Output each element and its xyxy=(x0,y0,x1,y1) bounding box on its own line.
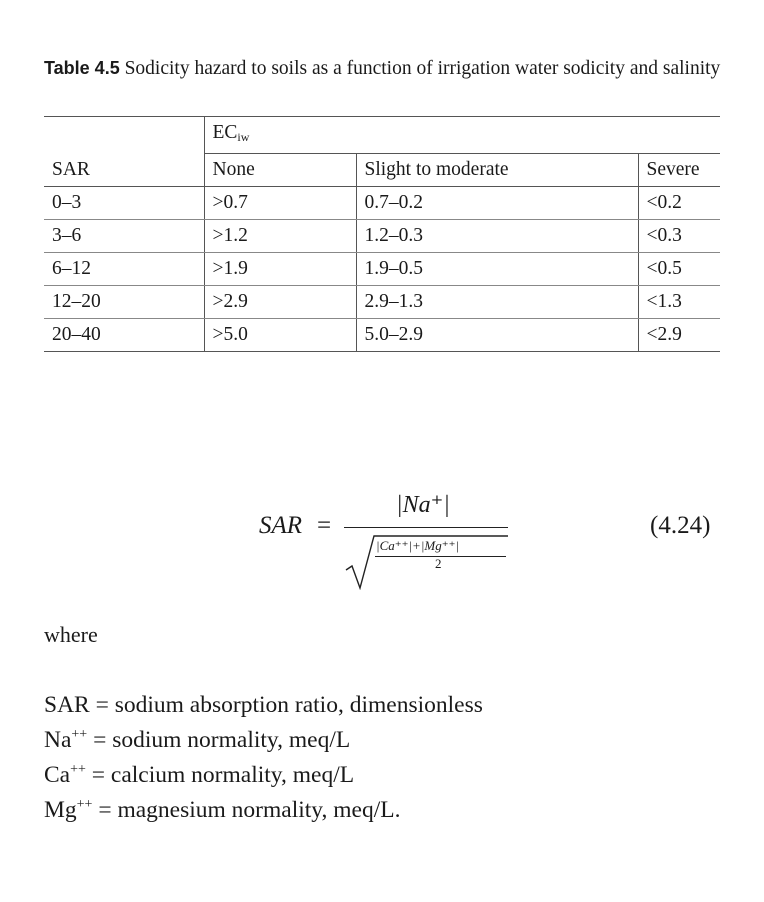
table-cell: 0.7–0.2 xyxy=(356,187,638,220)
table-cell: 20–40 xyxy=(44,319,204,352)
definition-symbol: Na xyxy=(44,727,72,753)
column-header-sar: SAR xyxy=(44,154,204,187)
table-cell: 0–3 xyxy=(44,187,204,220)
definition-sar xyxy=(44,688,483,723)
table-cell: >0.7 xyxy=(204,187,356,220)
table-cell: 12–20 xyxy=(44,286,204,319)
table-label: Table 4.5 xyxy=(44,58,120,78)
table-row xyxy=(44,286,720,319)
table-cell: <0.5 xyxy=(638,253,720,286)
equation-lhs: SAR xyxy=(259,512,303,539)
table-row xyxy=(44,253,720,286)
column-header-severe: Severe xyxy=(638,154,720,187)
definition-text: = magnesium normality, meq/L. xyxy=(98,797,401,823)
table-caption-text: Sodicity hazard to soils as a function of irrigation water sodicity and salinity xyxy=(124,58,721,79)
definition-symbol: SAR xyxy=(44,692,90,718)
table-caption xyxy=(44,54,724,83)
definition-na xyxy=(44,723,483,758)
table-cell: 2.9–1.3 xyxy=(356,286,638,319)
definition-superscript: ++ xyxy=(70,762,86,777)
sodicity-table xyxy=(44,116,720,352)
table-cell: <2.9 xyxy=(638,319,720,352)
table-cell: <0.2 xyxy=(638,187,720,220)
definition-text: = sodium absorption ratio, dimensionless xyxy=(95,692,483,718)
sar-equation xyxy=(0,490,764,610)
table-cell: >2.9 xyxy=(204,286,356,319)
definition-superscript: ++ xyxy=(76,797,93,812)
definition-text: = calcium normality, meq/L xyxy=(91,762,355,788)
table-row xyxy=(44,187,720,220)
table-cell: 1.2–0.3 xyxy=(356,220,638,253)
ec-group-header xyxy=(204,117,720,154)
table-cell: <1.3 xyxy=(638,286,720,319)
ec-header-sub: iw xyxy=(237,130,250,144)
table-cell: <0.3 xyxy=(638,220,720,253)
definition-list xyxy=(44,688,483,828)
table-cell: 1.9–0.5 xyxy=(356,253,638,286)
table-cell: >1.2 xyxy=(204,220,356,253)
table-row xyxy=(44,319,720,352)
equation-number: (4.24) xyxy=(650,512,711,539)
column-header-slight: Slight to moderate xyxy=(356,154,638,187)
equation-numerator: |Na⁺| xyxy=(396,492,450,518)
inner-denominator: 2 xyxy=(435,556,442,571)
table-cell: >1.9 xyxy=(204,253,356,286)
definition-mg xyxy=(44,793,483,828)
definition-superscript: ++ xyxy=(71,727,88,742)
definition-symbol: Ca xyxy=(44,762,71,788)
where-label: where xyxy=(44,622,98,647)
table-cell: >5.0 xyxy=(204,319,356,352)
table-cell: 6–12 xyxy=(44,253,204,286)
ec-header-main: EC xyxy=(212,122,238,143)
definition-symbol: Mg xyxy=(44,797,77,823)
table-row xyxy=(44,220,720,253)
inner-numerator: |Ca⁺⁺|+|Mg⁺⁺| xyxy=(376,538,460,553)
equals-sign: = xyxy=(317,512,332,539)
definition-text: = sodium normality, meq/L xyxy=(93,727,351,753)
table-cell: 5.0–2.9 xyxy=(356,319,638,352)
column-header-none: None xyxy=(204,154,356,187)
definition-ca xyxy=(44,758,483,793)
fraction-bar xyxy=(344,527,508,528)
table-cell: 3–6 xyxy=(44,220,204,253)
